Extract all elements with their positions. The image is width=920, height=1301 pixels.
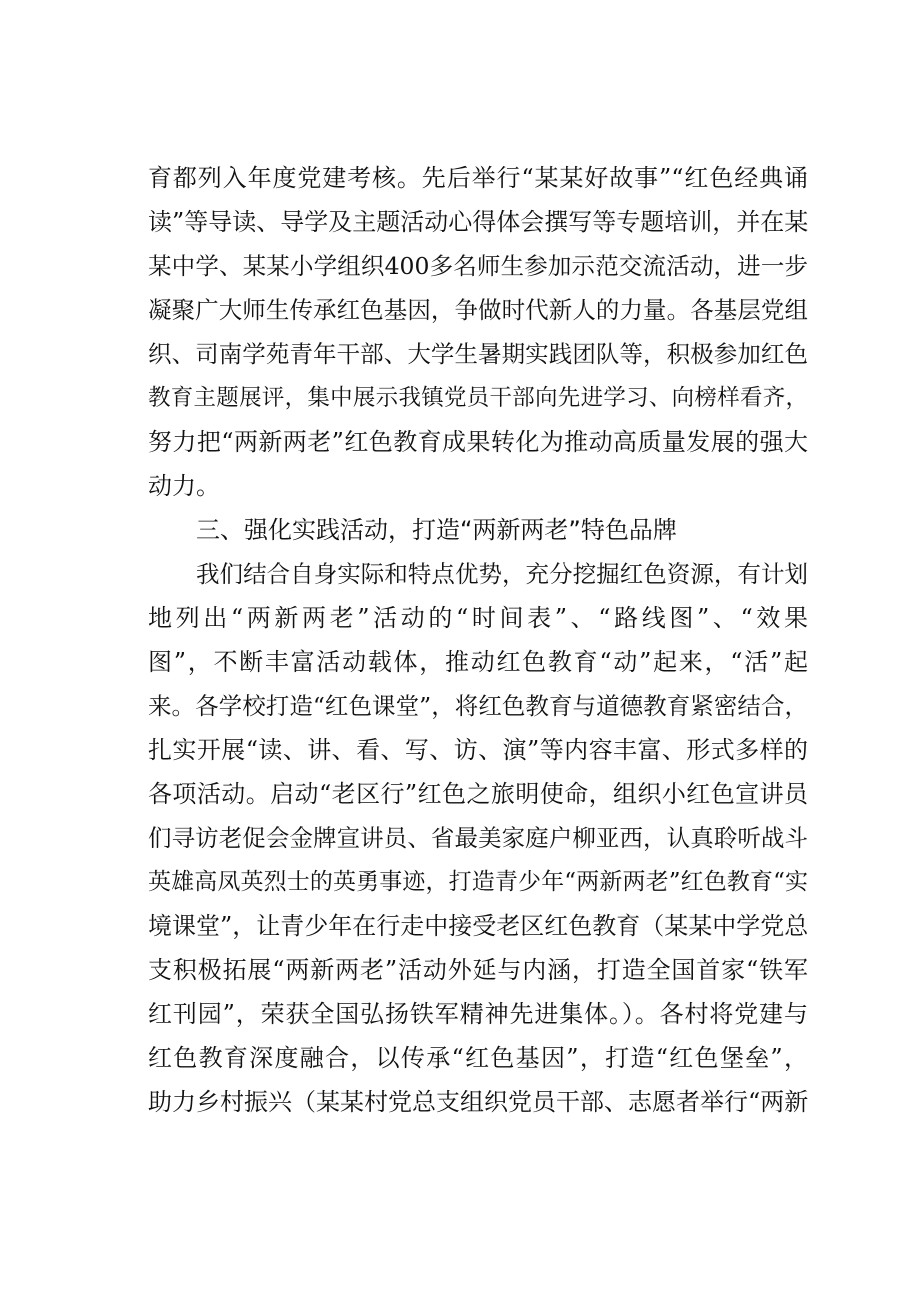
paragraph-1-line-4: 凝聚广大师生传承红色基因，争做时代新人的力量。各基层党组 xyxy=(148,296,808,324)
paragraph-2-line-6: 各项活动。启动“老区行”红色之旅明使命，组织小红色宣讲员 xyxy=(148,780,808,808)
paragraph-2-line-7: 们寻访老促会金牌宣讲员、省最美家庭户柳亚西，认真聆听战斗 xyxy=(148,824,808,852)
paragraph-1-line-2: 读”等导读、导学及主题活动心得体会撰写等专题培训，并在某 xyxy=(148,208,808,236)
paragraph-2-line-2: 地列出“两新两老”活动的“时间表”、“路线图”、“效果 xyxy=(148,604,808,632)
paragraph-1-line-8: 动力。 xyxy=(148,472,220,500)
paragraph-2-line-12: 红色教育深度融合，以传承“红色基因”，打造“红色堡垒”， xyxy=(148,1044,808,1072)
paragraph-2-line-9: 境课堂”，让青少年在行走中接受老区红色教育（某某中学党总 xyxy=(148,912,808,940)
paragraph-1-line-3: 某中学、某某小学组织400多名师生参加示范交流活动，进一步 xyxy=(148,252,808,280)
paragraph-2-line-5: 扎实开展“读、讲、看、写、访、演”等内容丰富、形式多样的 xyxy=(148,736,808,764)
paragraph-2-line-13: 助力乡村振兴（某某村党总支组织党员干部、志愿者举行“两新 xyxy=(148,1088,808,1116)
paragraph-1-line-1: 育都列入年度党建考核。先后举行“某某好故事”“红色经典诵 xyxy=(148,164,808,192)
paragraph-1-line-6: 教育主题展评，集中展示我镇党员干部向先进学习、向榜样看齐， xyxy=(148,385,808,411)
paragraph-2-line-11: 红刊园”，荣获全国弘扬铁军精神先进集体。）。各村将党建与 xyxy=(148,1000,808,1028)
paragraph-2-line-10: 支积极拓展“两新两老”活动外延与内涵，打造全国首家“铁军 xyxy=(148,956,808,984)
paragraph-2-line-4: 来。各学校打造“红色课堂”，将红色教育与道德教育紧密结合， xyxy=(148,692,808,720)
paragraph-1-line-5: 织、司南学苑青年干部、大学生暑期实践团队等，积极参加红色 xyxy=(148,340,808,368)
section-3-heading: 三、强化实践活动，打造“两新两老”特色品牌 xyxy=(196,516,677,544)
paragraph-2-line-8: 英雄高凤英烈士的英勇事迹，打造青少年“两新两老”红色教育“实 xyxy=(148,869,808,895)
paragraph-2-line-1: 我们结合自身实际和特点优势，充分挖掘红色资源，有计划 xyxy=(196,560,808,588)
paragraph-1-line-7: 努力把“两新两老”红色教育成果转化为推动高质量发展的强大 xyxy=(148,428,808,456)
paragraph-2-line-3: 图”，不断丰富活动载体，推动红色教育“动”起来，“活”起 xyxy=(148,648,808,676)
